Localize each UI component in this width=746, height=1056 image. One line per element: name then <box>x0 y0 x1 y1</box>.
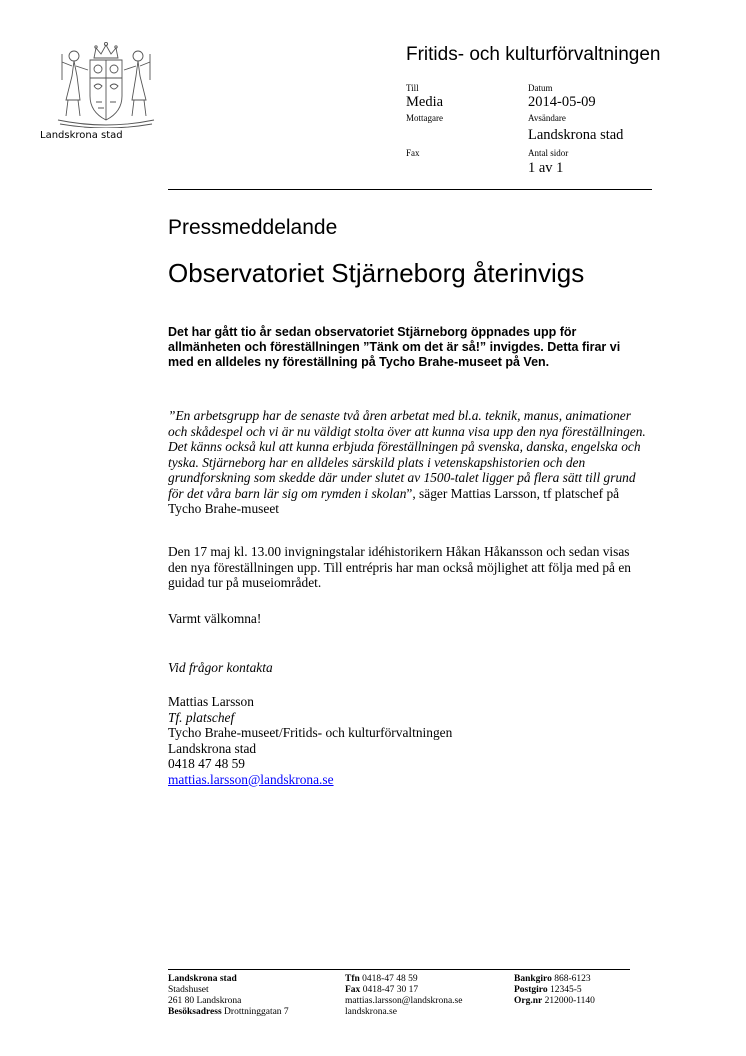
footer-fax-value: 0418-47 30 17 <box>362 985 419 995</box>
datum-value: 2014-05-09 <box>528 94 596 110</box>
footer-address <box>168 974 289 1018</box>
welcome-text: Varmt välkomna! <box>168 611 262 626</box>
avsandare-value: Landskrona stad <box>528 127 624 143</box>
quote-text: ”En arbetsgrupp har de senaste två åren arbetat med bl.a. teknik, manus, animationer och skådespel och vi är nu väldigt stolta över att kunna visa upp den nya föreställningen. Det känns också kul att kunna erbjuda föreställningen på svenska, danska, engelska och tyska. Stjärneborg har en alldeles särskild plats i vetenskapshistorien och den grundforskning som skedde där under slutet av 1500-talet ligger på flera sätt till grund för det våra barn lär sig om rymden i skolan <box>168 408 646 501</box>
contact-block <box>168 694 652 787</box>
municipality-logo <box>40 40 168 141</box>
footer-tfn-label: Tfn <box>345 974 360 984</box>
department-name: Fritids- och kulturförvaltningen <box>406 44 661 65</box>
footer-fax-label: Fax <box>345 985 361 995</box>
antal-sidor-value: 1 av 1 <box>528 160 564 176</box>
footer-email: mattias.larsson@landskrona.se <box>345 996 463 1006</box>
page-title: Observatoriet Stjärneborg återinvigs <box>168 258 585 288</box>
footer-address-line: Stadshuset <box>168 985 209 995</box>
contact-title: Tf. platschef <box>168 709 235 725</box>
contact-heading: Vid frågor kontakta <box>168 660 273 675</box>
till-value: Media <box>406 94 444 110</box>
till-label: Till <box>406 83 419 93</box>
footer-finance <box>514 974 595 1007</box>
footer-divider <box>168 969 630 970</box>
footer-contact <box>345 974 462 1018</box>
footer-org-name: Landskrona stad <box>168 974 237 984</box>
footer-visit-label: Besöksadress <box>168 1007 222 1017</box>
footer-orgnr-label: Org.nr <box>514 996 543 1006</box>
antal-sidor-label: Antal sidor <box>528 148 569 158</box>
mottagare-label: Mottagare <box>406 113 443 123</box>
avsandare-label: Avsändare <box>528 113 566 123</box>
footer-visit-value: Drottninggatan 7 <box>224 1007 289 1017</box>
footer-postgiro-value: 12345-5 <box>549 985 582 995</box>
contact-city: Landskrona stad <box>168 740 257 756</box>
quote-attribution: ”, säger Mattias Larsson, tf platschef på Tycho Brahe-museet <box>168 485 620 516</box>
footer-bankgiro-value: 868-6123 <box>554 974 591 984</box>
footer-bankgiro-label: Bankgiro <box>514 974 552 984</box>
document-type: Pressmeddelande <box>168 216 338 239</box>
footer-orgnr-value: 212000-1140 <box>544 996 595 1006</box>
footer-tfn-value: 0418-47 48 59 <box>362 974 418 984</box>
fax-label: Fax <box>406 148 420 158</box>
footer-postal-line: 261 80 Landskrona <box>168 996 242 1006</box>
contact-email-link[interactable]: mattias.larsson@landskrona.se <box>168 771 334 787</box>
footer-web: landskrona.se <box>345 1007 397 1017</box>
contact-org: Tycho Brahe-museet/Fritids- och kulturförvaltningen <box>168 725 453 740</box>
datum-label: Datum <box>528 83 553 93</box>
event-paragraph: Den 17 maj kl. 13.00 invigningstalar idéhistorikern Håkan Håkansson och sedan visas den nya föreställningen upp. Till entrépris har man också möjlighet att följa med på en guidad tur på museiområdet. <box>168 544 631 590</box>
contact-phone: 0418 47 48 59 <box>168 756 245 771</box>
logo-text: Landskrona stad <box>40 130 123 141</box>
contact-name: Mattias Larsson <box>168 694 254 709</box>
coat-of-arms-icon <box>50 40 162 128</box>
header-divider <box>168 189 652 190</box>
lead-paragraph: Det har gått tio år sedan observatoriet Stjärneborg öppnades upp för allmänheten och föreställningen ”Tänk om det är så!” invigdes. Detta firar vi med en alldeles ny föreställning på Tycho Brahe-museet på Ven. <box>168 325 621 370</box>
footer-postgiro-label: Postgiro <box>514 985 548 995</box>
quote-paragraph <box>168 408 652 517</box>
